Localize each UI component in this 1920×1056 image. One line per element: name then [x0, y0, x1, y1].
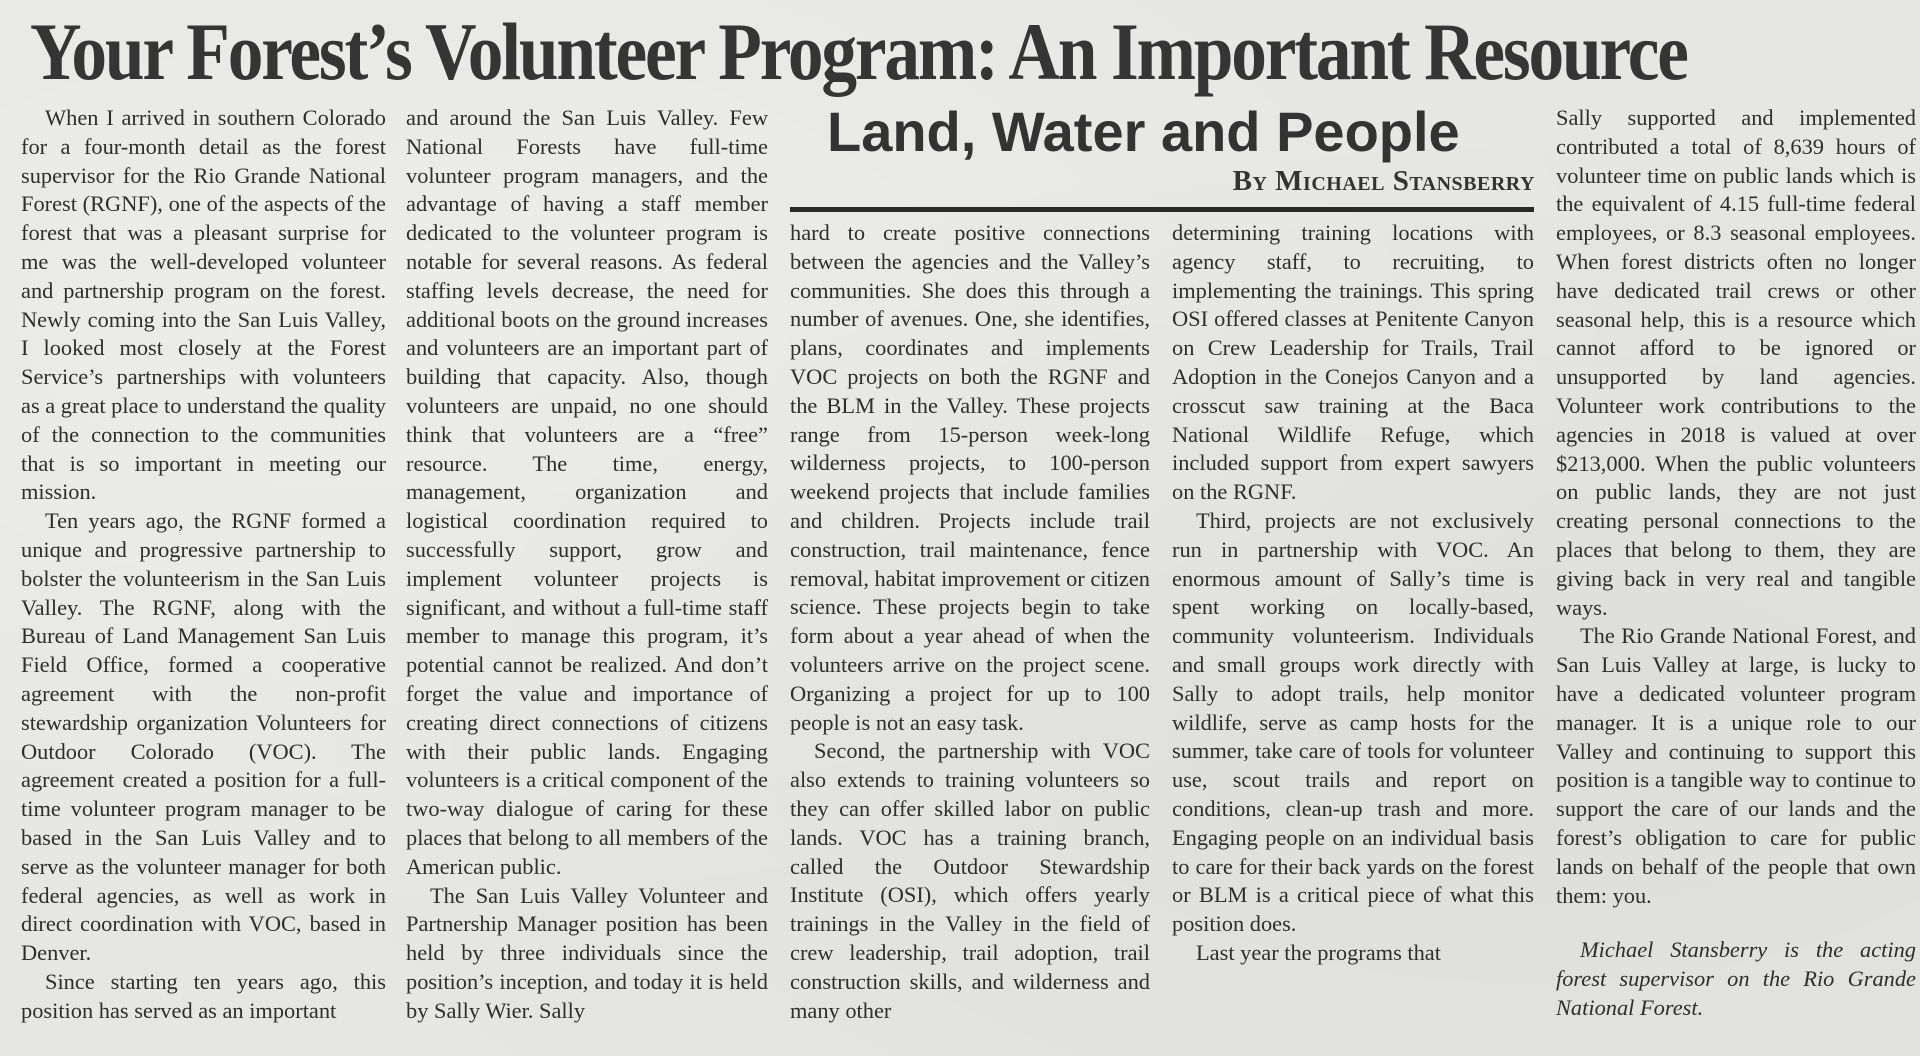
article-headline: Your Forest’s Volunteer Program: An Important Resource [30, 6, 1687, 97]
paragraph: Ten years ago, the RGNF formed a unique and progressive partnership to bolster the volunteerism in the San Luis Valley. The RGNF, along with the Bureau of Land Management San Luis Field Office, formed a cooperative agreement with the non-profit stewardship organization Volunteers for Outdoor Colorado (VOC). The agreement created a position for a full-time volunteer program manager to be based in the San Luis Valley and to serve as the volunteer manager for both federal agencies, as well as work in direct coordination with VOC, based in Denver. [21, 508, 386, 966]
article-column-2 [406, 104, 768, 1026]
paragraph: When I arrived in southern Colorado for a four-month detail as the forest supervisor for the Rio Grande National Forest (RGNF), one of the aspects of the forest that was a pleasant surprise for me was the well-developed volunteer and partnership program on the forest. Newly coming into the San Luis Valley, I looked most closely at the Forest Service’s partnerships with volunteers as a great place to understand the quality of the connection to the communities that is so important in meeting our mission. [21, 105, 386, 505]
paragraph: and around the San Luis Valley. Few National Forests have full-time volunteer program managers, and the advantage of having a staff member dedicated to the volunteer program is notable for several reasons. As federal staffing levels decrease, the need for additional boots on the ground increases and volunteers are an important part of building that capacity. Also, though volunteers are unpaid, no one should think that volunteers are a “free” resource. The time, energy, management, organization and logistical coordination required to successfully support, grow and implement volunteer projects is significant, and without a full-time staff member to manage this program, it’s potential cannot be realized. And don’t forget the value and importance of creating direct connections of citizens with their public lands. Engaging volunteers is a critical component of the two-way dialogue of caring for these places that belong to all members of the American public. [406, 105, 768, 879]
paragraph: Sally supported and implemented contributed a total of 8,639 hours of volunteer time on public lands which is the equivalent of 4.15 full-time federal employees, or 8.3 seasonal employees. When forest districts often no longer have dedicated trail crews or other seasonal help, this is a resource which cannot afford to be ignored or unsupported by land agencies. Volunteer work contributions to the agencies in 2018 is valued at over $213,000. When the public volunteers on public lands, they are not just creating personal connections to the places that belong to them, they are giving back in very real and tangible ways. [1556, 105, 1916, 620]
article-column-1 [21, 104, 386, 1026]
paragraph: Last year the programs that [1196, 939, 1441, 965]
article-subhead: Land, Water and People [827, 100, 1460, 163]
paragraph: Third, projects are not exclusively run in partnership with VOC. An enormous amount of Sally’s time is spent working on locally-based, community volunteerism. Individuals and small groups work directly with Sally to adopt trails, help monitor wildlife, serve as camp hosts for the summer, take care of tools for volunteer use, scout trails and report on conditions, clean-up trash and more. Engaging people on an individual basis to care for their back yards on the forest or BLM is a critical piece of what this position does. [1172, 507, 1534, 937]
paragraph: Since starting ten years ago, this position has served as an important [21, 968, 386, 1023]
article-byline: By Michael Stansberry [1232, 165, 1535, 197]
paragraph: The San Luis Valley Volunteer and Partnership Manager position has been held by three individuals since the position’s inception, and today it is held by Sally Wier. Sally [406, 882, 768, 1023]
paragraph: hard to create positive connections between the agencies and the Valley’s communities. She does this through a number of avenues. One, she identifies, plans, coordinates and implements VOC projects on both the RGNF and the BLM in the Valley. These projects range from 15-person week-long wilderness projects, to 100-person weekend projects that include families and children. Projects include trail construction, trail maintenance, fence removal, habitat improvement or citizen science. These projects begin to take form about a year ahead of when the volunteers arrive on the project scene. Organizing a project for up to 100 people is not an easy task. [790, 220, 1150, 735]
byline-divider [790, 207, 1534, 212]
article-column-3 [790, 219, 1150, 1025]
paragraph: The Rio Grande National Forest, and San Luis Valley at large, is lucky to have a dedicated volunteer program manager. It is a unique role to our Valley and continuing to support this position is a tangible way to continue to support the care of our lands and the forest’s obligation to care for public lands on behalf of the people that own them: you. [1556, 623, 1916, 908]
paragraph: determining training locations with agency staff, to recruiting, to implementing the trainings. This spring OSI offered classes at Penitente Canyon on Crew Leadership for Trails, Trail Adoption in the Conejos Canyon and a crosscut saw training at the Baca National Wildlife Refuge, which included support from expert sawyers on the RGNF. [1172, 220, 1534, 505]
author-bio: Michael Stansberry is the acting forest supervisor on the Rio Grande National Forest. [1556, 937, 1916, 1020]
paragraph: Second, the partnership with VOC also extends to training volunteers so they can offer skilled labor on public lands. VOC has a training branch, called the Outdoor Stewardship Institute (OSI), which offers yearly trainings in the Valley in the field of crew leadership, trail adoption, trail construction skills, and wilderness and many other [790, 738, 1150, 1023]
article-column-4 [1172, 219, 1534, 968]
article-column-5 [1556, 104, 1916, 1023]
